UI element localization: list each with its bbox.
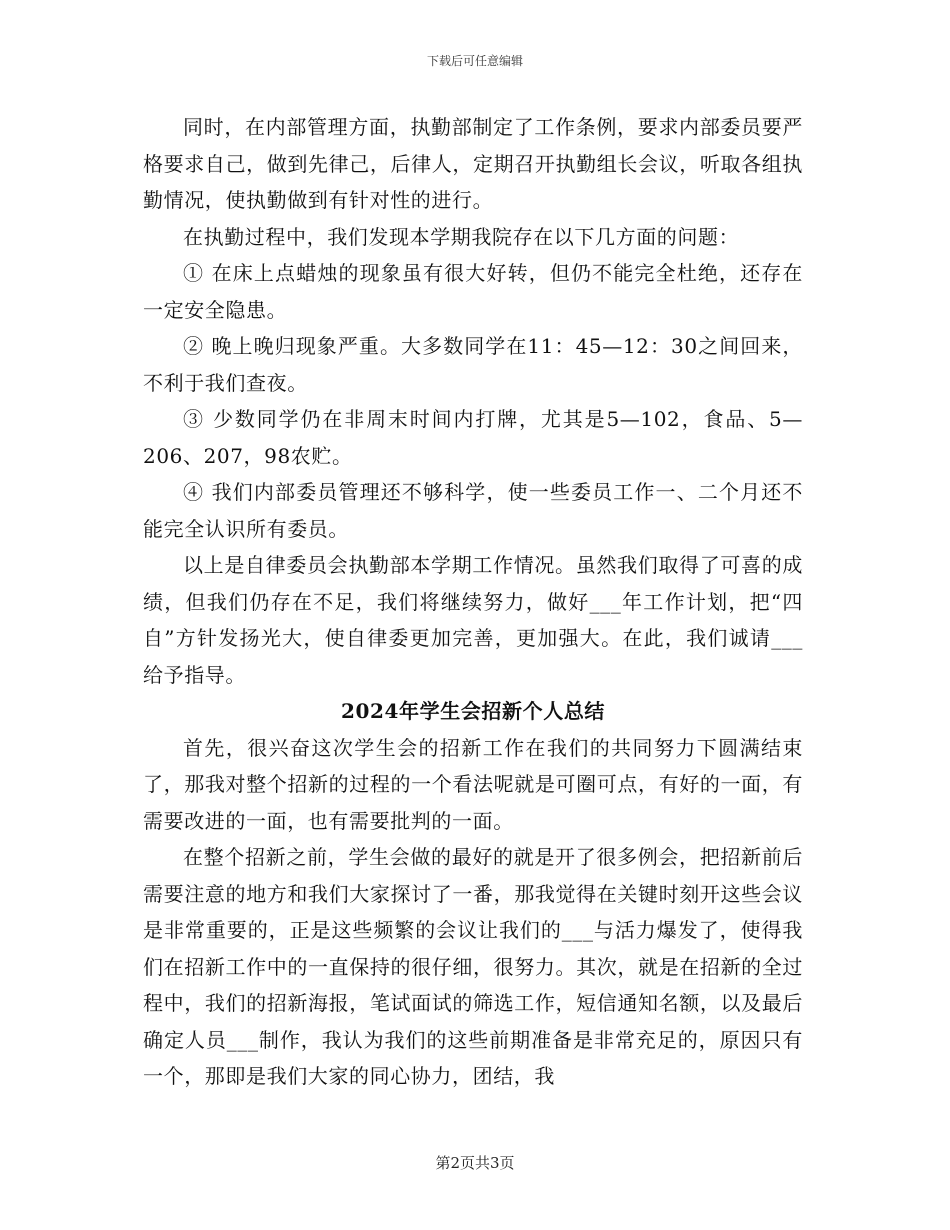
page-header-note: 下载后可任意编辑 [426, 54, 523, 68]
paragraph-problem-3: ③ 少数同学仍在非周末时间内打牌，尤其是5—102，食品、5—206、207，98农贮。 [143, 407, 803, 468]
paragraph-conclusion: 以上是自律委员会执勤部本学期工作情况。虽然我们取得了可喜的成绩，但我们仍存在不足，我们将继续努力，做好___年工作计划，把“四自”方针发扬光大，使自律委更加完善，更加强大。在此，我们诚请___给予指导。 [143, 553, 803, 687]
page-number: 第2页共3页 [435, 1154, 515, 1172]
paragraph-problem-1: ① 在床上点蜡烛的现象虽有很大好转，但仍不能完全杜绝，还存在一定安全隐患。 [143, 261, 803, 322]
paragraph-recruitment-summary: 首先，很兴奋这次学生会的招新工作在我们的共同努力下圆满结束了，那我对整个招新的过程的一个看法呢就是可圈可点，有好的一面，有需要改进的一面，也有需要批判的一面。 [143, 735, 803, 833]
paragraph-internal-management: 同时，在内部管理方面，执勤部制定了工作条例，要求内部委员要严格要求自己，做到先律己，后律人，定期召开执勤组长会议，听取各组执勤情况，使执勤做到有针对性的进行。 [143, 115, 803, 212]
paragraph-recruitment-details: 在整个招新之前，学生会做的最好的就是开了很多例会，把招新前后需要注意的地方和我们大家探讨了一番，那我觉得在关键时刻开这些会议是非常重要的，正是这些频繁的会议让我们的___与活力爆发了，使得我们在招新工作中的一直保持的很仔细，很努力。其次，就是在招新的全过程中，我们的招新海报，笔试面试的筛选工作，短信通知名额，以及最后确定人员___制作，我认为我们的这些前期准备是非常充足的，原因只有一个，那即是我们大家的同心协力，团结，我 [143, 845, 803, 1088]
paragraph-problem-4: ④ 我们内部委员管理还不够科学，使一些委员工作一、二个月还不能完全认识所有委员。 [143, 480, 803, 541]
section-heading: 2024年学生会招新个人总结 [340, 699, 606, 723]
paragraph-problems-intro: 在执勤过程中，我们发现本学期我院存在以下几方面的问题： [183, 224, 740, 249]
paragraph-problem-2: ② 晚上晚归现象严重。大多数同学在11：45—12：30之间回来，不利于我们查夜。 [143, 334, 803, 395]
document-body [143, 109, 803, 1095]
